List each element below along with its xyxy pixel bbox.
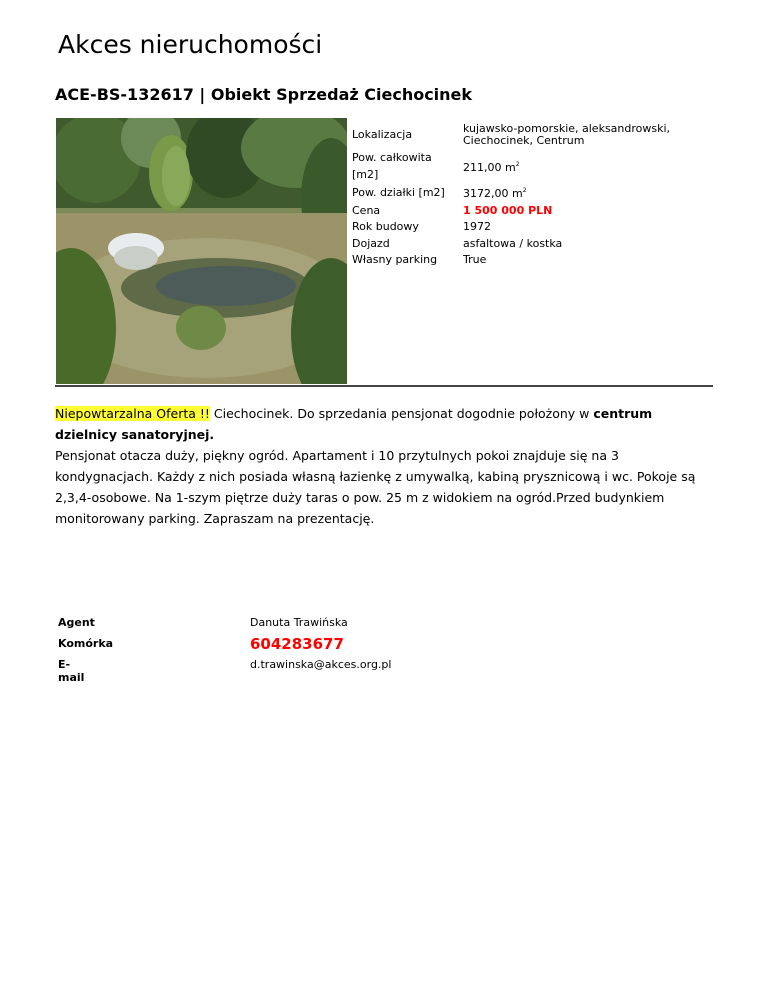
prop-label: Rok budowy: [352, 220, 419, 233]
description-body: Pensjonat otacza duży, piękny ogród. Apartament i 10 przytulnych pokoi znajduje się na 3 kondygnacjach. Każdy z nich posiada własną łazienkę z umywalką, kabiną prysznicową i wc. Pokoje są 2,3,4-osobowe. Na 1-szym piętrze duży taras o pow. 25 m z widokiem na ogród.Przed budynkiem monitorowany parking. Zapraszam na prezentację.: [55, 448, 696, 526]
prop-row-parking: [352, 252, 672, 269]
property-table: [352, 120, 672, 269]
section-divider: [55, 385, 713, 387]
prop-row-total-area: [352, 150, 672, 183]
prop-value: 211,00 $m^2$: [463, 160, 520, 174]
prop-value-location: [461, 120, 672, 150]
prop-row-access: [352, 236, 672, 253]
description-intro: Ciechocinek. Do sprzedania pensjonat dogodnie położony w: [209, 406, 594, 421]
garden-photo-illustration: [56, 118, 347, 384]
prop-value: asfaltowa / kostka: [463, 236, 563, 250]
prop-value: 3172,00 $m^2$: [463, 187, 527, 200]
prop-row-location: [352, 120, 672, 150]
listing-description: [55, 403, 715, 529]
agent-label: Agent: [58, 616, 95, 629]
location-line1: kujawsko-pomorskie, aleksandrowski,: [463, 122, 671, 135]
highlight-text: Niepowtarzalna Oferta !!: [55, 406, 210, 421]
prop-label: Lokalizacja: [352, 128, 413, 141]
description-bold: centrum dzielnicy sanatoryjnej.: [55, 406, 653, 442]
prop-value: 1972: [463, 220, 491, 233]
prop-row-year: [352, 219, 672, 236]
email-label: E-mail: [58, 658, 85, 684]
listing-title: ACE-BS-132617 | Obiekt Sprzedaż Ciechocinek: [55, 85, 473, 104]
prop-label: Pow. całkowita [m2]: [352, 151, 432, 181]
prop-value: True: [463, 253, 487, 266]
prop-label: Cena: [352, 203, 381, 217]
brand-title: Akces nieruchomości: [58, 30, 323, 59]
location-line2: Ciechocinek, Centrum: [463, 134, 585, 147]
mobile-number[interactable]: 604283677: [250, 635, 344, 653]
prop-label: Własny parking: [352, 253, 438, 266]
email-link[interactable]: d.trawinska@akces.org.pl: [250, 658, 392, 671]
prop-row-plot-area: [352, 183, 672, 203]
mobile-label: Komórka: [58, 637, 114, 650]
price-value: 1 500 000 PLN: [463, 203, 553, 217]
property-details: [352, 120, 672, 269]
garden-photo: [56, 118, 347, 384]
prop-label: Pow. działki [m2]: [352, 185, 445, 199]
agent-name: Danuta Trawińska: [250, 616, 348, 629]
prop-row-price: [352, 203, 672, 220]
prop-label: Dojazd: [352, 236, 390, 250]
